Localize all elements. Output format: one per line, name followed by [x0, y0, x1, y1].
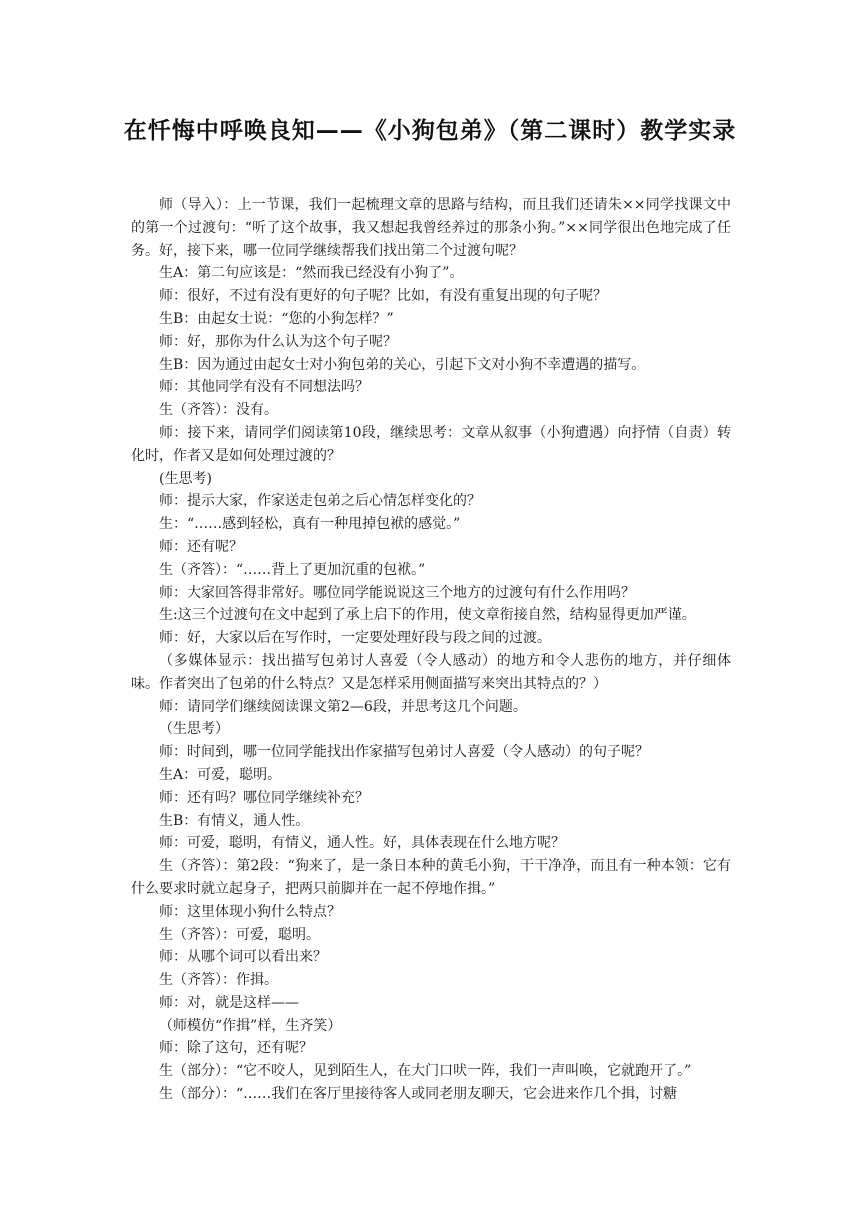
- paragraph-25: 师：可爱，聪明，有情义，通人性。好，具体表现在什么地方呢？: [159, 835, 565, 852]
- paragraph-34: 生（部分）：“它不咬人，见到陌生人，在大门口吠一阵，我们一声叫唤，它就跑开了。”: [159, 1063, 692, 1080]
- document-body: [131, 194, 731, 1106]
- paragraph-2: 生A：第二句应该是：“然而我已经没有小狗了”。: [159, 265, 464, 282]
- paragraph-19: 师：请同学们继续阅读课文第2—6段，并思考这几个问题。: [159, 698, 527, 715]
- paragraph-5: 师：好，那你为什么认为这个句子呢？: [159, 333, 397, 350]
- paragraph-33: 师：除了这句，还有呢？: [159, 1040, 313, 1057]
- paragraph-20: （生思考）: [159, 721, 229, 738]
- paragraph-31: 师：对，就是这样——: [159, 994, 299, 1011]
- paragraph-7: 师：其他同学有没有不同想法吗？: [159, 379, 369, 396]
- paragraph-28: 生（齐答）：可爱，聪明。: [159, 926, 320, 943]
- paragraph-15: 师：大家回答得非常好。哪位同学能说说这三个地方的过渡句有什么作用吗？: [159, 584, 635, 601]
- paragraph-6: 生B：因为通过由起女士对小狗包弟的关心，引起下文对小狗不幸遭遇的描写。: [159, 356, 646, 373]
- paragraph-16: 生:这三个过渡句在文中起到了承上启下的作用，使文章衔接自然，结构显得更加严谨。: [159, 607, 696, 624]
- paragraph-11: 师：提示大家，作家送走包弟之后心情怎样变化的？: [159, 493, 481, 510]
- paragraph-24: 生B：有情义，通人性。: [159, 812, 310, 829]
- document-title: 在忏悔中呼唤良知——《小狗包弟》（第二课时）教学实录: [123, 118, 737, 144]
- paragraph-26: 生（齐答）：第2段：“狗来了，是一条日本种的黄毛小狗，干干净净，而且有一种本领：它有什么要求时就立起身子，把两只前脚并在一起不停地作揖。”: [131, 858, 731, 897]
- paragraph-22: 生A：可爱，聪明。: [159, 766, 282, 783]
- paragraph-18: （多媒体显示：找出描写包弟讨人喜爱（令人感动）的地方和令人悲伤的地方，并仔细体味。作者突出了包弟的什么特点？又是怎样采用侧面描写来突出其特点的？）: [131, 652, 731, 692]
- paragraph-17: 师：好，大家以后在写作时，一定要处理好段与段之间的过渡。: [159, 630, 551, 647]
- paragraph-14: 生（齐答）：“……背上了更加沉重的包袱。”: [159, 561, 426, 578]
- paragraph-27: 师：这里体现小狗什么特点？: [159, 903, 341, 920]
- paragraph-35: 生（部分）：“……我们在客厅里接待客人或同老朋友聊天，它会进来作几个揖，讨糖: [159, 1086, 678, 1103]
- paragraph-10: (生思考): [159, 470, 212, 487]
- paragraph-30: 生（齐答）：作揖。: [159, 972, 278, 989]
- paragraph-1: 师（导入）：上一节课，我们一起梳理文章的思路与结构，而且我们还请朱××同学找课文中的第一个过渡句：“听了这个故事，我又想起我曾经养过的那条小狗。”××同学很出色地完成了任务。好，接下来，哪一位同学继续帮我们找出第二个过渡句呢？: [131, 197, 731, 259]
- paragraph-29: 师：从哪个词可以看出来？: [159, 949, 327, 966]
- paragraph-8: 生（齐答）：没有。: [159, 402, 278, 419]
- paragraph-12: 生：“……感到轻松，真有一种甩掉包袱的感觉。”: [159, 516, 461, 533]
- paragraph-32: （师模仿“作揖”样，生齐笑）: [159, 1017, 342, 1034]
- paragraph-21: 师：时间到，哪一位同学能找出作家描写包弟讨人喜爱（令人感动）的句子呢？: [159, 744, 649, 761]
- paragraph-9: 师：接下来，请同学们阅读第10段，继续思考：文章从叙事（小狗遭遇）向抒情（自责）转化时，作者又是如何处理过渡的？: [131, 424, 731, 464]
- paragraph-3: 师：很好，不过有没有更好的句子呢？比如，有没有重复出现的句子呢？: [159, 288, 607, 305]
- paragraph-4: 生B：由起女士说：“您的小狗怎样？”: [159, 310, 394, 327]
- paragraph-23: 师：还有吗？哪位同学继续补充？: [159, 789, 369, 806]
- paragraph-13: 师：还有呢？: [159, 538, 243, 555]
